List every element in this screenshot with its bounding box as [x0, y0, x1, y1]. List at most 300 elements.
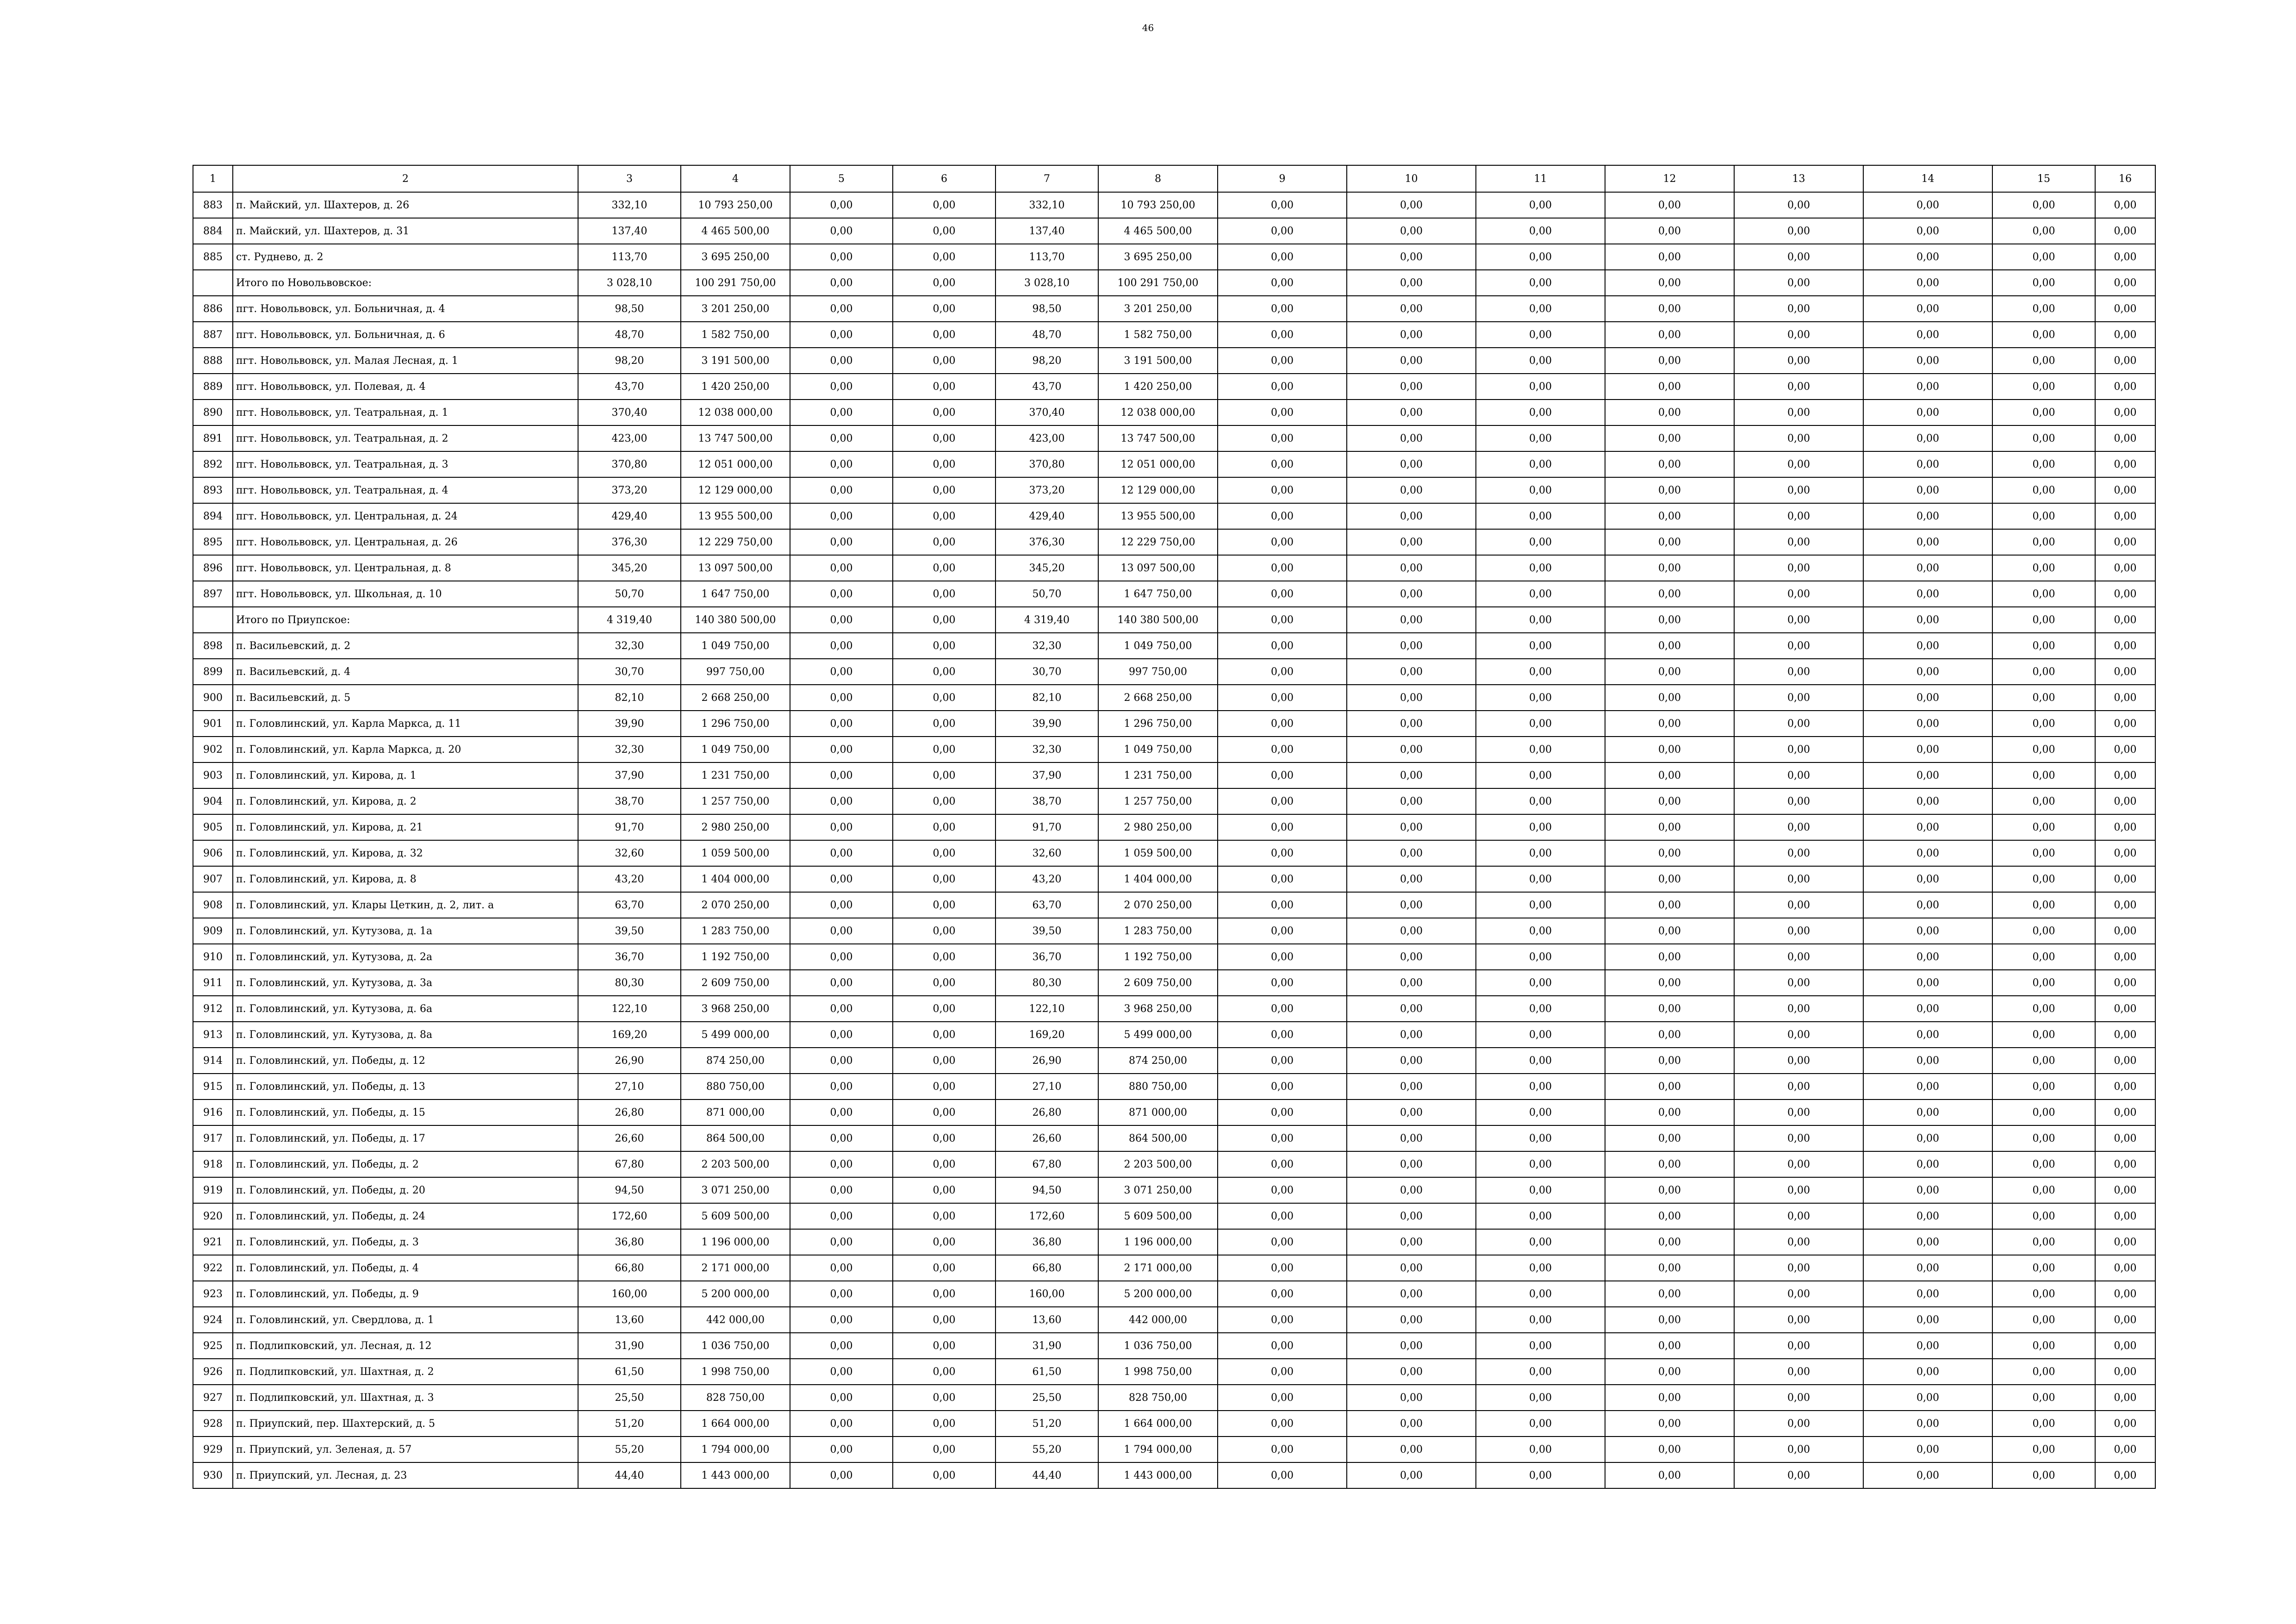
table-cell: 0,00: [1863, 581, 1992, 607]
table-cell: 911: [193, 970, 233, 996]
table-cell: 0,00: [1605, 451, 1734, 477]
table-row: [193, 814, 2155, 840]
table-cell: 26,80: [996, 1099, 1098, 1125]
table-cell: 82,10: [578, 685, 681, 711]
table-cell: п. Головлинский, ул. Кутузова, д. 6а: [233, 996, 578, 1022]
table-cell: 0,00: [1734, 1385, 1863, 1411]
table-cell: 0,00: [1218, 1281, 1347, 1307]
table-cell: 0,00: [1605, 1255, 1734, 1281]
table-cell: 100 291 750,00: [681, 270, 790, 296]
table-cell: 0,00: [1992, 1074, 2095, 1099]
table-cell: 0,00: [1476, 970, 1605, 996]
table-cell: 2 609 750,00: [681, 970, 790, 996]
table-cell: 0,00: [1347, 1151, 1476, 1177]
table-cell: 0,00: [1476, 296, 1605, 322]
table-cell: 0,00: [1218, 892, 1347, 918]
table-cell: 12 129 000,00: [1098, 477, 1218, 503]
table-cell: 0,00: [1992, 1281, 2095, 1307]
table-cell: 0,00: [1605, 503, 1734, 529]
table-cell: 0,00: [1605, 581, 1734, 607]
table-cell: 0,00: [1347, 840, 1476, 866]
table-cell: 32,30: [996, 737, 1098, 762]
table-cell: 3 191 500,00: [1098, 348, 1218, 374]
table-cell: 926: [193, 1359, 233, 1385]
table-cell: 98,20: [996, 348, 1098, 374]
table-cell: 0,00: [1992, 633, 2095, 659]
table-cell: 927: [193, 1385, 233, 1411]
table-cell: 0,00: [790, 840, 893, 866]
table-cell: 160,00: [578, 1281, 681, 1307]
table-cell: 0,00: [1218, 814, 1347, 840]
table-cell: 0,00: [1734, 1359, 1863, 1385]
table-cell: 0,00: [2095, 1125, 2155, 1151]
table-cell: 0,00: [1218, 348, 1347, 374]
table-cell: 0,00: [1347, 1177, 1476, 1203]
table-cell: 0,00: [1347, 1462, 1476, 1488]
table-cell: 895: [193, 529, 233, 555]
table-cell: 1 664 000,00: [681, 1411, 790, 1437]
table-cell: 0,00: [1863, 1255, 1992, 1281]
table-cell: 370,80: [578, 451, 681, 477]
table-cell: 0,00: [1605, 348, 1734, 374]
table-cell: 0,00: [1605, 1385, 1734, 1411]
table-cell: 0,00: [1863, 477, 1992, 503]
table-cell: 0,00: [790, 1307, 893, 1333]
table-cell: 13,60: [996, 1307, 1098, 1333]
table-cell: 0,00: [1605, 400, 1734, 425]
table-cell: 0,00: [1734, 970, 1863, 996]
table-cell: 55,20: [996, 1437, 1098, 1462]
table-cell: 0,00: [893, 218, 996, 244]
table-cell: 10 793 250,00: [1098, 192, 1218, 218]
table-cell: 0,00: [1863, 425, 1992, 451]
table-cell: 874 250,00: [681, 1048, 790, 1074]
table-cell: 0,00: [1863, 348, 1992, 374]
table-cell: 3 695 250,00: [681, 244, 790, 270]
table-cell: 0,00: [893, 607, 996, 633]
table-cell: 1 196 000,00: [1098, 1229, 1218, 1255]
table-cell: 0,00: [790, 892, 893, 918]
table-cell: 12 229 750,00: [681, 529, 790, 555]
column-header: 2: [233, 165, 578, 192]
table-cell: п. Головлинский, ул. Свердлова, д. 1: [233, 1307, 578, 1333]
table-cell: 3 201 250,00: [1098, 296, 1218, 322]
table-cell: 922: [193, 1255, 233, 1281]
table-cell: 0,00: [1347, 1074, 1476, 1099]
table-cell: п. Приупский, ул. Лесная, д. 23: [233, 1462, 578, 1488]
table-cell: 0,00: [1476, 555, 1605, 581]
table-row: [193, 1359, 2155, 1385]
table-cell: 27,10: [996, 1074, 1098, 1099]
table-cell: 0,00: [1218, 244, 1347, 270]
table-cell: 0,00: [893, 1411, 996, 1437]
table-cell: 0,00: [1992, 1229, 2095, 1255]
table-cell: 0,00: [1863, 529, 1992, 555]
table-cell: 902: [193, 737, 233, 762]
table-cell: 1 231 750,00: [1098, 762, 1218, 788]
table-cell: 0,00: [1476, 1411, 1605, 1437]
table-cell: 0,00: [790, 192, 893, 218]
table-cell: 0,00: [1734, 1229, 1863, 1255]
table-cell: 0,00: [1734, 996, 1863, 1022]
table-cell: 0,00: [790, 1048, 893, 1074]
table-cell: 169,20: [578, 1022, 681, 1048]
table-cell: 0,00: [1605, 996, 1734, 1022]
table-cell: 0,00: [1218, 581, 1347, 607]
table-cell: 0,00: [893, 788, 996, 814]
table-cell: 140 380 500,00: [1098, 607, 1218, 633]
table-cell: 0,00: [1863, 996, 1992, 1022]
table-body: [193, 165, 2155, 1488]
table-cell: 0,00: [1218, 1229, 1347, 1255]
table-cell: 0,00: [1863, 1177, 1992, 1203]
table-cell: 32,60: [996, 840, 1098, 866]
table-cell: 0,00: [2095, 659, 2155, 685]
table-row: [193, 685, 2155, 711]
table-cell: 1 998 750,00: [1098, 1359, 1218, 1385]
table-cell: п. Майский, ул. Шахтеров, д. 26: [233, 192, 578, 218]
table-cell: 0,00: [1863, 659, 1992, 685]
table-cell: 0,00: [790, 1281, 893, 1307]
table-cell: пгт. Новольвовск, ул. Больничная, д. 6: [233, 322, 578, 348]
table-cell: 0,00: [790, 1125, 893, 1151]
table-cell: 0,00: [1476, 711, 1605, 737]
table-cell: 0,00: [1347, 1437, 1476, 1462]
table-cell: 0,00: [1605, 892, 1734, 918]
table-cell: 0,00: [1476, 581, 1605, 607]
table-cell: 0,00: [1863, 244, 1992, 270]
table-cell: 0,00: [1476, 1151, 1605, 1177]
table-cell: 67,80: [578, 1151, 681, 1177]
table-cell: 0,00: [1605, 659, 1734, 685]
table-cell: 1 036 750,00: [1098, 1333, 1218, 1359]
table-cell: 2 980 250,00: [681, 814, 790, 840]
table-cell: 0,00: [1992, 944, 2095, 970]
table-cell: 0,00: [1347, 1385, 1476, 1411]
table-cell: 0,00: [1734, 1125, 1863, 1151]
table-cell: 916: [193, 1099, 233, 1125]
table-cell: 0,00: [790, 296, 893, 322]
table-cell: 0,00: [1992, 1333, 2095, 1359]
table-cell: пгт. Новольвовск, ул. Театральная, д. 3: [233, 451, 578, 477]
table-cell: 0,00: [1605, 944, 1734, 970]
table-cell: 0,00: [1605, 1229, 1734, 1255]
table-cell: 376,30: [578, 529, 681, 555]
table-cell: 0,00: [1218, 970, 1347, 996]
table-cell: 0,00: [893, 866, 996, 892]
table-row: [193, 944, 2155, 970]
table-cell: 0,00: [1734, 1151, 1863, 1177]
table-cell: 3 071 250,00: [1098, 1177, 1218, 1203]
table-cell: 0,00: [1476, 840, 1605, 866]
table-cell: 0,00: [1347, 892, 1476, 918]
table-cell: 0,00: [893, 400, 996, 425]
table-row: [193, 218, 2155, 244]
table-cell: 888: [193, 348, 233, 374]
table-cell: 0,00: [1863, 1411, 1992, 1437]
table-cell: 0,00: [1218, 1437, 1347, 1462]
table-cell: 0,00: [1992, 996, 2095, 1022]
table-cell: 3 201 250,00: [681, 296, 790, 322]
table-cell: 0,00: [2095, 218, 2155, 244]
table-cell: 0,00: [1734, 1022, 1863, 1048]
table-cell: 0,00: [1992, 296, 2095, 322]
table-cell: 0,00: [1992, 788, 2095, 814]
table-cell: пгт. Новольвовск, ул. Центральная, д. 24: [233, 503, 578, 529]
table-cell: 0,00: [1734, 1048, 1863, 1074]
table-cell: 0,00: [1476, 1022, 1605, 1048]
table-cell: п. Головлинский, ул. Кутузова, д. 2а: [233, 944, 578, 970]
table-cell: 0,00: [1605, 840, 1734, 866]
table-cell: 0,00: [1863, 1125, 1992, 1151]
table-cell: 429,40: [578, 503, 681, 529]
table-cell: 0,00: [1347, 737, 1476, 762]
table-cell: 0,00: [1734, 477, 1863, 503]
table-cell: 0,00: [1734, 270, 1863, 296]
table-cell: 172,60: [578, 1203, 681, 1229]
table-cell: 909: [193, 918, 233, 944]
table-cell: 0,00: [790, 1099, 893, 1125]
table-cell: 0,00: [1218, 1462, 1347, 1488]
table-cell: 0,00: [1347, 244, 1476, 270]
table-cell: 27,10: [578, 1074, 681, 1099]
table-cell: 55,20: [578, 1437, 681, 1462]
column-header: 11: [1476, 165, 1605, 192]
table-cell: 0,00: [1992, 607, 2095, 633]
table-cell: 0,00: [1734, 192, 1863, 218]
table-cell: 0,00: [1863, 762, 1992, 788]
table-cell: 0,00: [1347, 970, 1476, 996]
table-cell: 883: [193, 192, 233, 218]
table-cell: 0,00: [790, 1255, 893, 1281]
table-cell: 0,00: [1863, 555, 1992, 581]
table-cell: 0,00: [1476, 1048, 1605, 1074]
table-row: [193, 1229, 2155, 1255]
table-cell: 900: [193, 685, 233, 711]
table-cell: п. Подлипковский, ул. Шахтная, д. 3: [233, 1385, 578, 1411]
table-cell: 0,00: [1476, 918, 1605, 944]
table-cell: 0,00: [1476, 374, 1605, 400]
table-cell: 0,00: [1863, 1359, 1992, 1385]
table-cell: 0,00: [1992, 503, 2095, 529]
table-cell: 1 192 750,00: [681, 944, 790, 970]
table-cell: ст. Руднево, д. 2: [233, 244, 578, 270]
table-cell: 864 500,00: [681, 1125, 790, 1151]
table-cell: 0,00: [1863, 1281, 1992, 1307]
table-cell: 0,00: [1605, 555, 1734, 581]
table-cell: 3 071 250,00: [681, 1177, 790, 1203]
table-row: [193, 1411, 2155, 1437]
table-cell: 910: [193, 944, 233, 970]
table-cell: 0,00: [1476, 477, 1605, 503]
table-cell: пгт. Новольвовск, ул. Театральная, д. 1: [233, 400, 578, 425]
table-cell: 0,00: [1863, 296, 1992, 322]
table-cell: 0,00: [1734, 425, 1863, 451]
table-cell: 0,00: [790, 1333, 893, 1359]
table-cell: 997 750,00: [1098, 659, 1218, 685]
table-cell: 0,00: [1347, 944, 1476, 970]
table-cell: 36,80: [996, 1229, 1098, 1255]
table-cell: 0,00: [790, 1151, 893, 1177]
column-header: 10: [1347, 165, 1476, 192]
table-cell: 13,60: [578, 1307, 681, 1333]
table-cell: 36,80: [578, 1229, 681, 1255]
table-cell: 43,20: [578, 866, 681, 892]
table-cell: 0,00: [1218, 762, 1347, 788]
table-cell: 0,00: [1605, 607, 1734, 633]
table-cell: 0,00: [1347, 218, 1476, 244]
table-cell: 1 443 000,00: [1098, 1462, 1218, 1488]
table-cell: 0,00: [1218, 633, 1347, 659]
table-cell: 0,00: [2095, 322, 2155, 348]
table-cell: 3 191 500,00: [681, 348, 790, 374]
table-cell: 0,00: [1218, 1074, 1347, 1099]
table-cell: 61,50: [578, 1359, 681, 1385]
table-cell: 0,00: [1734, 840, 1863, 866]
table-cell: пгт. Новольвовск, ул. Больничная, д. 4: [233, 296, 578, 322]
table-cell: 0,00: [1476, 1281, 1605, 1307]
column-header: 12: [1605, 165, 1734, 192]
table-cell: 12 038 000,00: [681, 400, 790, 425]
table-cell: 0,00: [1476, 788, 1605, 814]
table-cell: 0,00: [1863, 1048, 1992, 1074]
table-cell: 1 647 750,00: [1098, 581, 1218, 607]
table-cell: 0,00: [893, 477, 996, 503]
table-cell: 0,00: [790, 529, 893, 555]
table-cell: 0,00: [1476, 1229, 1605, 1255]
table-cell: 0,00: [1476, 1437, 1605, 1462]
column-header: 14: [1863, 165, 1992, 192]
table-cell: 0,00: [1992, 1048, 2095, 1074]
table-cell: 0,00: [2095, 374, 2155, 400]
table-cell: пгт. Новольвовск, ул. Полевая, д. 4: [233, 374, 578, 400]
table-cell: 0,00: [1605, 1099, 1734, 1125]
data-table: [193, 165, 2156, 1489]
table-cell: 0,00: [1863, 918, 1992, 944]
table-cell: 0,00: [1992, 892, 2095, 918]
table-cell: 0,00: [2095, 1203, 2155, 1229]
table-cell: 0,00: [2095, 425, 2155, 451]
table-cell: 0,00: [2095, 1048, 2155, 1074]
table-cell: 1 283 750,00: [681, 918, 790, 944]
table-cell: 0,00: [1347, 788, 1476, 814]
column-header: 6: [893, 165, 996, 192]
table-cell: 0,00: [1218, 1359, 1347, 1385]
table-cell: 0,00: [1476, 814, 1605, 840]
table-cell: 0,00: [1218, 1099, 1347, 1125]
table-cell: 0,00: [1605, 711, 1734, 737]
table-cell: 0,00: [1605, 814, 1734, 840]
table-cell: 1 049 750,00: [1098, 633, 1218, 659]
table-cell: 0,00: [1476, 503, 1605, 529]
table-cell: 3 968 250,00: [1098, 996, 1218, 1022]
table-cell: 0,00: [1992, 685, 2095, 711]
table-cell: 140 380 500,00: [681, 607, 790, 633]
table-cell: 0,00: [893, 633, 996, 659]
table-cell: 32,60: [578, 840, 681, 866]
table-cell: 0,00: [1218, 1022, 1347, 1048]
table-cell: п. Головлинский, ул. Кирова, д. 1: [233, 762, 578, 788]
table-cell: 12 129 000,00: [681, 477, 790, 503]
table-cell: 0,00: [790, 425, 893, 451]
table-cell: 36,70: [996, 944, 1098, 970]
table-cell: 0,00: [1347, 192, 1476, 218]
table-row: [193, 1203, 2155, 1229]
table-cell: 0,00: [893, 1437, 996, 1462]
table-cell: 1 794 000,00: [681, 1437, 790, 1462]
table-cell: 0,00: [790, 685, 893, 711]
table-cell: 3 968 250,00: [681, 996, 790, 1022]
table-cell: 0,00: [1347, 270, 1476, 296]
table-cell: 0,00: [1992, 477, 2095, 503]
table-cell: 0,00: [1734, 503, 1863, 529]
table-cell: 0,00: [1218, 737, 1347, 762]
table-cell: 0,00: [2095, 296, 2155, 322]
table-cell: 3 028,10: [996, 270, 1098, 296]
table-cell: 122,10: [578, 996, 681, 1022]
table-cell: 0,00: [1863, 685, 1992, 711]
table-cell: 429,40: [996, 503, 1098, 529]
table-cell: 0,00: [790, 270, 893, 296]
table-cell: пгт. Новольвовск, ул. Театральная, д. 4: [233, 477, 578, 503]
table-cell: 0,00: [1218, 1125, 1347, 1151]
table-cell: 0,00: [1605, 1022, 1734, 1048]
table-cell: 0,00: [1992, 348, 2095, 374]
table-cell: 113,70: [578, 244, 681, 270]
table-cell: 1 231 750,00: [681, 762, 790, 788]
table-cell: п. Майский, ул. Шахтеров, д. 31: [233, 218, 578, 244]
table-cell: 39,90: [578, 711, 681, 737]
table-row: [193, 737, 2155, 762]
table-cell: 51,20: [578, 1411, 681, 1437]
table-cell: 13 097 500,00: [681, 555, 790, 581]
table-cell: 890: [193, 400, 233, 425]
table-cell: 0,00: [1218, 503, 1347, 529]
table-cell: 1 049 750,00: [1098, 737, 1218, 762]
table-cell: 0,00: [1218, 944, 1347, 970]
table-cell: 0,00: [1476, 944, 1605, 970]
table-cell: 31,90: [996, 1333, 1098, 1359]
table-cell: п. Головлинский, ул. Кирова, д. 8: [233, 866, 578, 892]
table-row: [193, 555, 2155, 581]
table-cell: п. Головлинский, ул. Кирова, д. 2: [233, 788, 578, 814]
table-cell: 0,00: [893, 970, 996, 996]
table-cell: [193, 607, 233, 633]
table-cell: 0,00: [1476, 218, 1605, 244]
table-cell: 44,40: [578, 1462, 681, 1488]
table-cell: 32,30: [578, 737, 681, 762]
table-cell: 913: [193, 1022, 233, 1048]
table-row: [193, 1125, 2155, 1151]
table-cell: 0,00: [1605, 685, 1734, 711]
table-cell: 0,00: [1863, 1074, 1992, 1099]
table-cell: 1 049 750,00: [681, 737, 790, 762]
table-cell: 0,00: [1992, 1359, 2095, 1385]
table-cell: 0,00: [2095, 1151, 2155, 1177]
table-cell: 0,00: [790, 762, 893, 788]
table-cell: 898: [193, 633, 233, 659]
table-cell: п. Головлинский, ул. Победы, д. 4: [233, 1255, 578, 1281]
table-row: [193, 477, 2155, 503]
table-cell: 880 750,00: [681, 1074, 790, 1099]
table-cell: 0,00: [1734, 918, 1863, 944]
table-cell: 0,00: [790, 918, 893, 944]
table-cell: 0,00: [1863, 944, 1992, 970]
table-cell: 0,00: [1605, 1437, 1734, 1462]
table-cell: 0,00: [1476, 244, 1605, 270]
table-cell: 0,00: [1605, 1281, 1734, 1307]
table-cell: 0,00: [1476, 1255, 1605, 1281]
